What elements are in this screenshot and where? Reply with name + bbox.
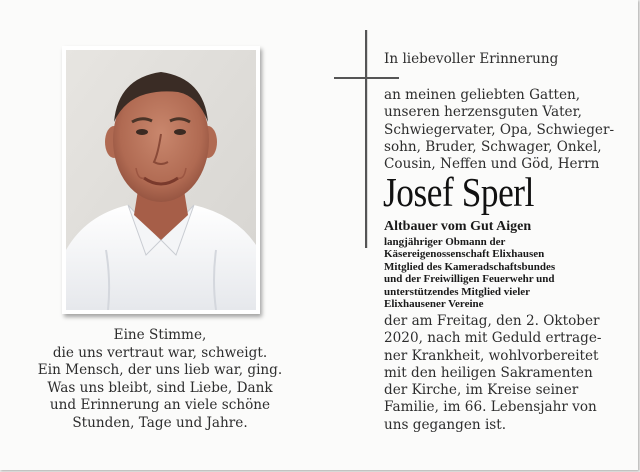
poem-line: Eine Stimme, <box>113 327 207 343</box>
passing-line: ner Krankheit, wohlvorbereitet <box>384 347 599 364</box>
role-line: Mitglied des Kameradschaftsbundes <box>384 260 556 273</box>
passing-line: Familie, im 66. Lebensjahr von <box>384 399 597 416</box>
poem-line: und Erinnerung an viele schöne <box>49 397 271 413</box>
deceased-name: Josef Sperl <box>383 169 534 215</box>
role-line: Elixhausener Vereine <box>384 298 484 311</box>
poem-line: Was uns bleibt, sind Liebe, Dank <box>47 379 273 396</box>
memorial-poem <box>32 327 288 432</box>
passing-line: der am Freitag, den 2. Oktober <box>384 313 600 329</box>
relationship-text <box>384 87 624 173</box>
role-line: unterstützendes Mitglied vieler <box>384 285 531 298</box>
relationship-line: unseren herzensguten Vater, <box>384 104 582 121</box>
poem-line: Stunden, Tage und Jahre. <box>72 414 248 431</box>
passing-line: 2020, nach mit Geduld ertrage- <box>384 330 602 347</box>
passing-line: mit den heiligen Sakramenten <box>384 364 593 381</box>
portrait-illustration <box>66 50 256 310</box>
passing-text <box>384 313 634 434</box>
roles-list <box>384 236 634 310</box>
role-line: Käsereigenossenschaft Elixhausen <box>384 248 545 261</box>
portrait-frame <box>62 46 260 314</box>
role-line: und der Freiwilligen Feuerwehr und <box>384 273 555 286</box>
poem-line: die uns vertraut war, schweigt. <box>52 344 268 361</box>
relationship-line: sohn, Bruder, Schwager, Onkel, <box>384 138 602 155</box>
passing-line: der Kirche, im Kreise seiner <box>384 382 579 399</box>
role-line: langjähriger Obmann der <box>384 236 506 248</box>
poem-line: Ein Mensch, der uns lieb war, ging. <box>37 362 283 378</box>
remembrance-heading: In liebevoller Erinnerung <box>384 51 559 67</box>
deceased-title: Altbauer vom Gut Aigen <box>384 219 532 234</box>
passing-line: uns gegangen ist. <box>384 416 507 433</box>
relationship-line: Schwiegervater, Opa, Schwieger- <box>384 121 615 138</box>
portrait-photo <box>66 50 256 310</box>
relationship-line: Cousin, Neffen und Göd, Herrn <box>384 156 600 173</box>
relationship-line: an meinen geliebten Gatten, <box>384 87 581 103</box>
